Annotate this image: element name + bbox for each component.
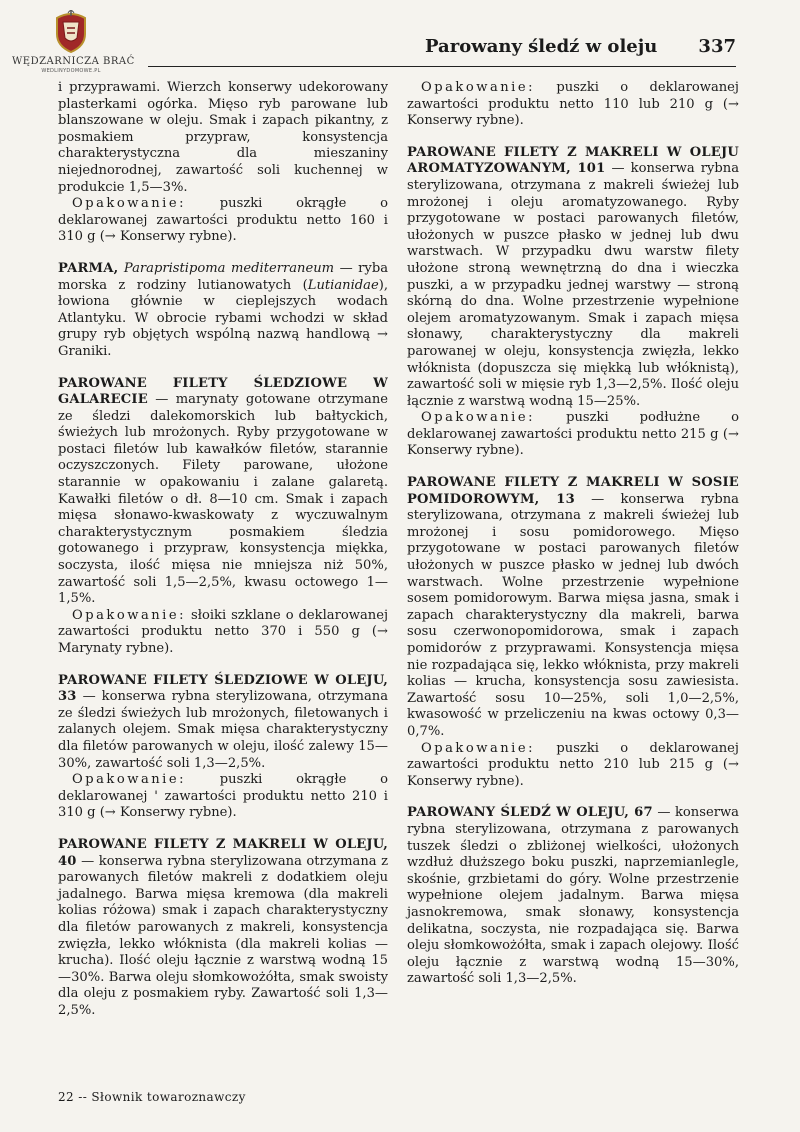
entry-packaging [407,741,739,791]
page-footer: 22 -- Słownik towaroznawczy [58,1090,246,1104]
entry-text-part: ), łowiona głównie w cieplejszych wodach Atlantyku. W obrocie rybami wchodzi w skład grupy ryb objętych wspólną nazwą handlową → Graniki. [58,277,388,359]
header-rule [148,66,736,67]
entry-heading: PARMA, [58,260,119,276]
entry-text: i przyprawami. Wierzch konserwy udekorowany plasterkami ogórka. Mięso ryb parowane lub blanszowane w oleju. Smak i zapach pikantny, z posmakiem przypraw, konsystencja charakterystyczna dla mieszaniny niejednorodnej, zawartość soli kuchennej w produkcie 1,5—3%. [58,80,388,195]
entry-parma [58,261,388,361]
entry-body: — konserwa rybna sterylizowana, otrzymana z makreli świeżej lub mrożonej i oleju aromatyzowanego. Ryby przygotowane w postaci parowanych filetów, ułożonych w puszce płasko w jednej lub dwu warstwach. W przypadku dwu warstw filety ułożone stroną wewnętrzną do dna i wieczka puszki, a w przypadku jednej warstwy — stroną skórną do dna. Wolne przestrzenie wypełnione olejem aromatyzowanym. Smak i zapach mięsa słonawy, charakterystyczny dla makreli parowanej w oleju, konsystencja zwięzła, lekko włóknista (dopuszcza się miękką lub włóknistą), zawartość soli w mięsie ryb 1,3—2,5%. Ilość oleju łącznie z warstwą wodną 15—25%. [407,161,739,409]
entry-filety-galareta [58,376,388,658]
page-number: 337 [698,36,736,57]
packaging-text: puszki podłużne o deklarowanej zawartości produktu netto 215 g (→ Konserwy rybne). [407,410,739,459]
entry-text [58,673,388,773]
packaging-label: Opakowanie: [421,740,536,756]
right-column [407,80,739,988]
logo-brand-text: WĘDZARNICZA BRAĆ [12,56,135,67]
entry-continuation [58,80,388,246]
entry-makrela-pomidor-13 [407,475,739,790]
entry-packaging [407,80,739,130]
running-header-title: Parowany śledź w oleju [425,36,658,57]
packaging-text: puszki o deklarowanej zawartości produktu netto 110 lub 210 g (→ Konserwy rybne). [407,80,739,129]
latin-name: Parapristipoma mediterraneum [123,260,335,276]
publisher-logo [12,8,135,88]
entry-packaging [407,410,739,460]
packaging-text: puszki okrągłe o deklarowanej zawartości produktu netto 160 i 310 g (→ Konserwy rybne). [58,196,388,245]
packaging-label: Opakowanie: [421,80,536,95]
entry-heading: PAROWANE FILETY ŚLEDZIOWE W GALARECIE [58,375,388,408]
crest-icon [51,8,91,54]
left-column [58,80,388,1019]
entry-packaging [58,196,388,246]
entry-text [58,837,388,1020]
entry-continuation-right [407,80,739,130]
entry-text [58,376,388,608]
entry-heading: PAROWANY ŚLEDŹ W OLEJU, 67 [407,805,653,821]
packaging-text: puszki o deklarowanej zawartości produktu netto 210 lub 215 g (→ Konserwy rybne). [407,740,739,789]
packaging-label: Opakowanie: [72,196,187,212]
entry-body: — konserwa rybna sterylizowana otrzymana z parowanych filetów makreli z dodatkiem oleju jadalnego. Barwa mięsa kremowa (dla makreli kolias różowa) smak i zapach charakterystyczny dla filetów parowanych z makreli, konsystencja zwięzła, lekko włóknista (dla makreli kolias — krucha). Ilość oleju łącznie z warstwą wodną 15—30%. Barwa oleju słomkowożółta, smak swoisty dla oleju z posmakiem ryby. Zawartość soli 1,3—2,5%. [58,853,388,1018]
entry-makrela-oleju-40 [58,837,388,1020]
entry-body: — konserwa rybna sterylizowana, otrzymana z parowanych tuszek śledzi o zbliżonej wielkości, ułożonych wzdłuż dłuższego boku puszki, naprzemianlegle, skośnie, grzbietami do góry. Wolne przestrzenie wypełnione olejem jadalnym. Barwa mięsa jasnokremowa, smak słonawy, konsystencja delikatna, soczysta, nie rozpadająca się. Barwa oleju słomkowożółta, smak i zapach olejowy. Ilość oleju łącznie z warstwą wodną 15—30%, zawartość soli 1,3—2,5%. [407,805,739,987]
entry-filety-oleju-33 [58,673,388,822]
running-header [425,36,736,66]
entry-sledz-oleju-67 [407,805,739,988]
entry-text [407,145,739,411]
entry-heading: PAROWANE FILETY ŚLEDZIOWE W OLEJU, 33 [58,672,388,705]
entry-makrela-aromat-101 [407,145,739,460]
packaging-text: słoiki szklane o deklarowanej zawartości produktu netto 370 i 550 g (→ Marynaty rybne). [58,607,388,656]
packaging-label: Opakowanie: [421,410,536,426]
entry-text [407,475,739,741]
entry-heading: PAROWANE FILETY Z MAKRELI W OLEJU, 40 [58,836,388,869]
entry-packaging [58,772,388,822]
logo-url-text: WEDLINYDOMOWE.PL [41,68,101,74]
entry-heading: PAROWANE FILETY Z MAKRELI W SOSIE POMIDOROWYM, 13 [407,475,739,507]
entry-body: — konserwa rybna sterylizowana, otrzymana z makreli świeżej lub mrożonej i sosu pomidorowego. Mięso przygotowane w postaci parowanych filetów ułożonych w puszce płasko w jednej lub dwóch warstwach. Wolne przestrzenie wypełnione sosem pomidorowym. Barwa mięsa jasna, smak i zapach charakterystyczny dla makreli, barwa sosu czerwonopomidorowa, smak i zapach pomidorów z przyprawami. Konsystencja mięsa nie rozpadająca się, lekko włóknista, przy makreli kolias — krucha, konsystencja sosu zawiesista. Zawartość sosu 10—25%, soli 1,0—2,5%, kwasowość w przeliczeniu na kwas octowy 0,3—0,7%. [407,491,739,739]
packaging-label: Opakowanie: [72,772,187,788]
entry-body: — marynaty gotowane otrzymane ze śledzi dalekomorskich lub bałtyckich, świeżych lub mrożonych. Ryby przygotowane w postaci filetów lub kawałków filetów, starannie oczyszczonych. Filety parowane, ułożone starannie w opakowaniu i zalane galaretą. Kawałki filetów o dł. 8—10 cm. Smak i zapach mięsa słonawo-kwaskowaty z wyczuwalnym charakterystycznym posmakiem śledzia gotowanego i przypraw, konsystencja miękka, soczysta, ilość mięsa nie mniejsza niż 50%, zawartość soli 1,5—2,5%, kwasu octowego 1—1,5%. [58,392,388,607]
packaging-text: puszki okrągłe o deklarowanej ' zawartości produktu netto 210 i 310 g (→ Konserwy rybne). [58,772,388,821]
entry-packaging [58,608,388,658]
packaging-label: Opakowanie: [72,607,187,623]
family-name: Lutianidae [307,277,379,293]
entry-text-part: — ryba morska z rodziny lutianowatych ( [58,260,389,293]
entry-body: — konserwa rybna sterylizowana, otrzymana ze śledzi świeżych lub mrożonych, filetowanych i zalanych olejem. Smak mięsa charakterystyczny dla filetów parowanych w oleju, ilość zalewy 15—30%, zawartość soli 1,3—2,5%. [58,689,388,771]
entry-text [58,261,388,361]
entry-heading: PAROWANE FILETY Z MAKRELI W OLEJU AROMATYZOWANYM, 101 [407,144,739,177]
entry-text [407,805,739,988]
